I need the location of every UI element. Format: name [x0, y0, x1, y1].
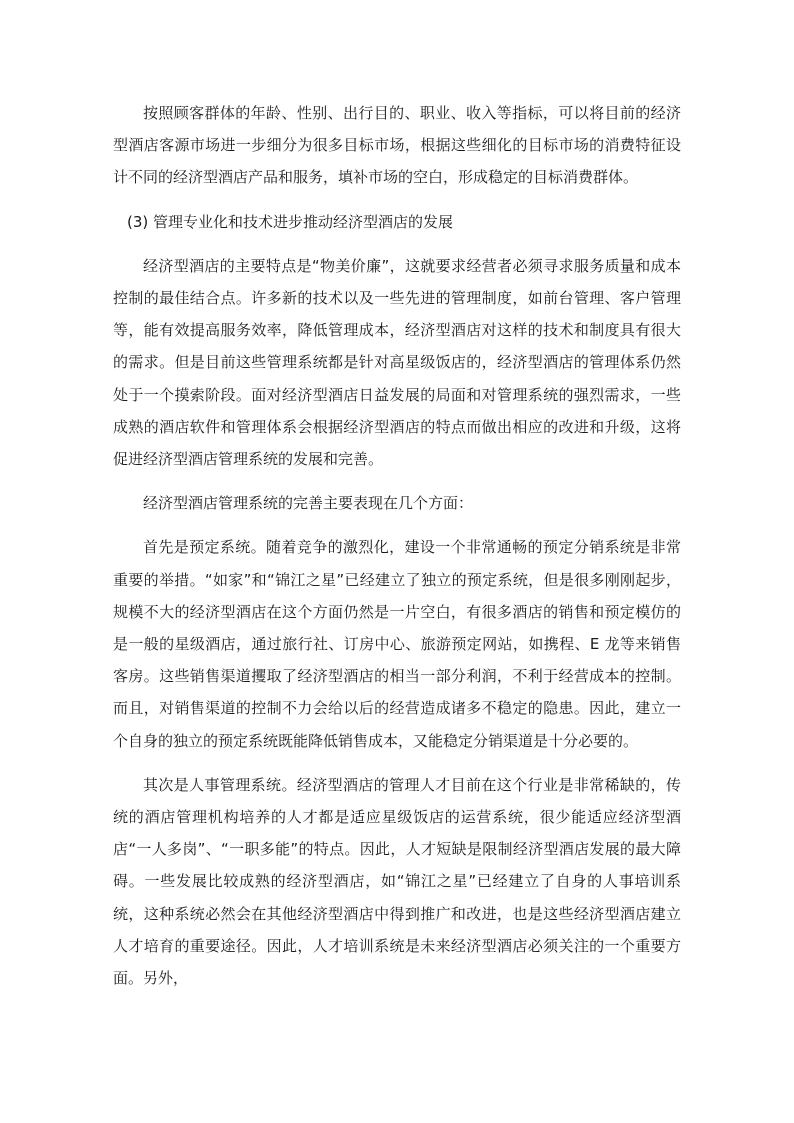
- section-heading: (3) 管理专业化和技术进步推动经济型酒店的发展: [127, 212, 454, 231]
- paragraph-reservation-system: 首先是预定系统。随着竞争的激烈化，建设一个非常通畅的预定分销系统是非常重要的举措。“如家”和“锦江之星”已经建立了独立的预定系统，但是很多刚刚起步，规模不大的经济型酒店在这个方面仍然是一片空白，有很多酒店的销售和预定模仿的是一般的星级酒店，通过旅行社、订房中心、旅游预定网站，如携程、E 龙等来销售客房。这些销售渠道攫取了经济型酒店的相当一部分利润，不利于经营成本的控制。而且，对销售渠道的控制不力会给以后的经营造成诸多不稳定的隐患。因此，建立一个自身的独立的预定系统既能降低销售成本，又能稳定分销渠道是十分必要的。: [113, 538, 681, 750]
- document-page: [113, 97, 681, 1006]
- paragraph-system-aspects-intro: 经济型酒店管理系统的完善主要表现在几个方面：: [143, 494, 474, 513]
- paragraph-management-features: 经济型酒店的主要特点是“物美价廉”，这就要求经营者必须寻求服务质量和成本控制的最佳结合点。许多新的技术以及一些先进的管理制度，如前台管理、客户管理等，能有效提高服务效率，降低管理成本，经济型酒店对这样的技术和制度具有很大的需求。但是目前这些管理系统都是针对高星级饭店的，经济型酒店的管理体系仍然处于一个摸索阶段。面对经济型酒店日益发展的局面和对管理系统的强烈需求，一些成熟的酒店软件和管理体系会根据经济型酒店的特点而做出相应的改进和升级，这将促进经济型酒店管理系统的发展和完善。: [113, 256, 681, 469]
- paragraph-market-segmentation: 按照顾客群体的年龄、性别、出行目的、职业、收入等指标，可以将目前的经济型酒店客源市场进一步细分为很多目标市场，根据这些细化的目标市场的消费特征设计不同的经济型酒店产品和服务，填补市场的空白，形成稳定的目标消费群体。: [113, 104, 681, 187]
- paragraph-personnel-system: 其次是人事管理系统。经济型酒店的管理人才目前在这个行业是非常稀缺的，传统的酒店管理机构培养的人才都是适应星级饭店的运营系统，很少能适应经济型酒店“一人多岗”、“一职多能”的特点。因此，人才短缺是限制经济型酒店发展的最大障碍。一些发展比较成熟的经济型酒店，如“锦江之星”已经建立了自身的人事培训系统，这种系统必然会在其他经济型酒店中得到推广和改进，也是这些经济型酒店建立人才培育的重要途径。因此，人才培训系统是未来经济型酒店必须关注的一个重要方面。另外，: [113, 775, 681, 988]
